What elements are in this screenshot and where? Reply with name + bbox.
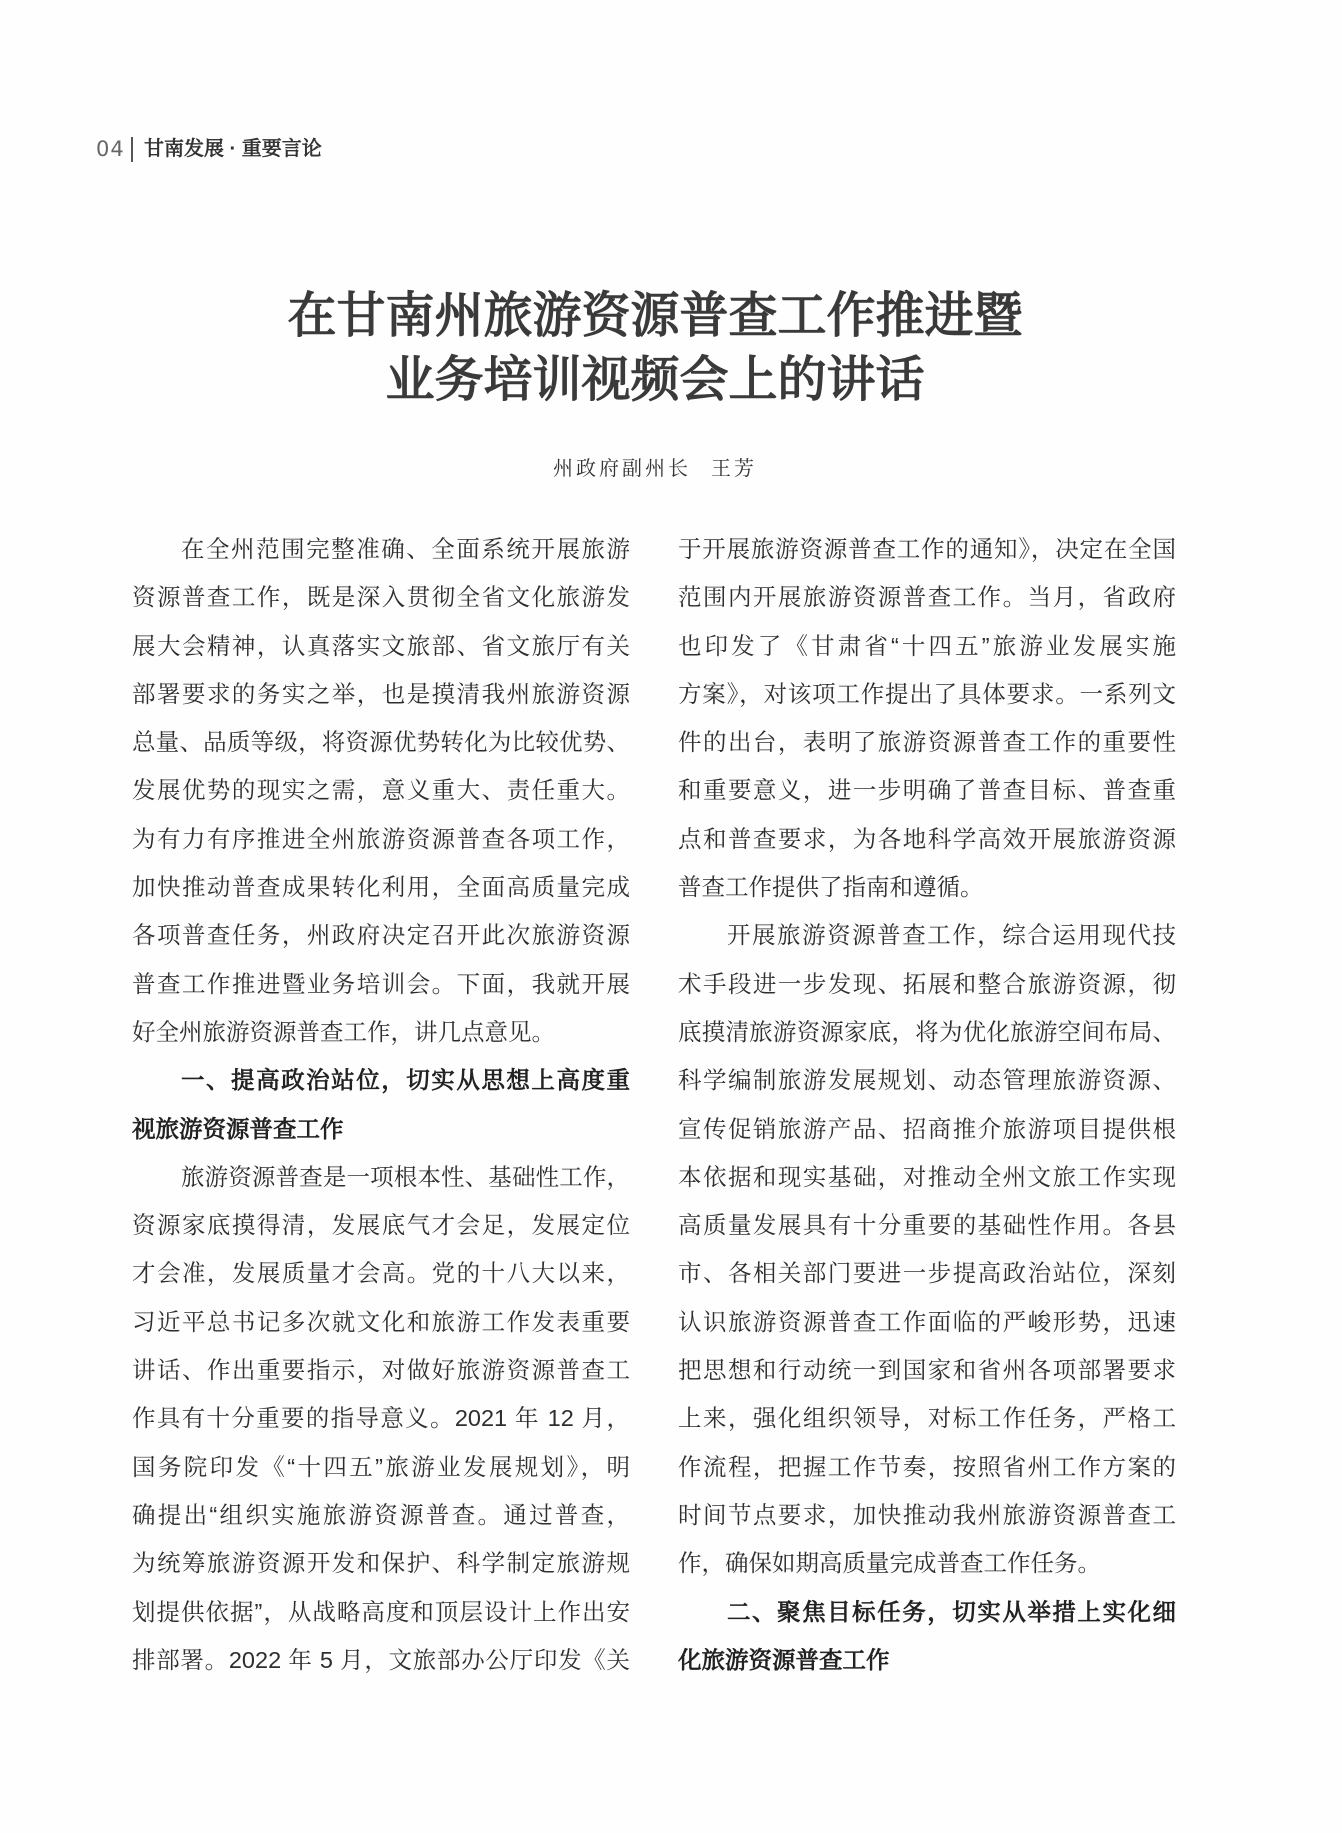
paragraph-line: 发展优势的现实之需，意义重大、责任重大。	[132, 777, 630, 804]
paragraph-line: 资源普查工作，既是深入贯彻全省文化旅游发	[132, 584, 630, 611]
text-column-right	[678, 525, 1176, 1684]
paragraph-line: 普查工作提供了指南和遵循。	[678, 874, 984, 901]
section-name: 甘南发展 · 重要言论	[144, 138, 322, 160]
author-name: 王芳	[711, 456, 757, 480]
paragraph-line: 也印发了《甘肃省“十四五”旅游业发展实施	[678, 632, 1176, 659]
body-paragraph	[132, 1153, 630, 1684]
title-line: 在甘南州旅游资源普查工作推进暨	[287, 286, 1023, 344]
paragraph-line: 划提供依据”，从战略高度和顶层设计上作出安	[132, 1598, 630, 1625]
running-header	[0, 0, 1342, 200]
paragraph-line: 才会准，发展质量才会高。党的十八大以来，	[132, 1260, 630, 1287]
paragraph-line: 科学编制旅游发展规划、动态管理旅游资源、	[678, 1067, 1176, 1094]
author-position: 州政府副州长	[553, 456, 691, 480]
paragraph-line: 为有力有序推进全州旅游资源普查各项工作，	[132, 825, 630, 852]
section-heading	[132, 1056, 630, 1153]
title-line: 业务培训视频会上的讲话	[385, 350, 925, 408]
header-divider	[131, 137, 133, 162]
paragraph-line: 点和普查要求，为各地科学高效开展旅游资源	[678, 825, 1176, 852]
paragraph-line: 在全州范围完整准确、全面系统开展旅游	[181, 536, 630, 562]
paragraph-line: 术手段进一步发现、拓展和整合旅游资源，彻	[678, 970, 1176, 997]
paragraph-line: 加快推动普查成果转化利用，全面高质量完成	[132, 874, 630, 901]
paragraph-line: 旅游资源普查是一项根本性、基础性工作，	[181, 1163, 630, 1190]
body-paragraph	[678, 911, 1176, 1587]
paragraph-line: 总量、品质等级，将资源优势转化为比较优势、	[132, 729, 630, 756]
body-paragraph	[678, 525, 1176, 911]
paragraph-line: 普查工作推进暨业务培训会。下面，我就开展	[132, 970, 630, 997]
paragraph-line: 作具有十分重要的指导意义。2021 年 12 月，	[132, 1405, 630, 1432]
paragraph-line: 作，确保如期高质量完成普查工作任务。	[678, 1550, 1101, 1577]
paragraph-line: 资源家底摸得清，发展底气才会足，发展定位	[132, 1212, 630, 1239]
section-heading	[678, 1588, 1176, 1685]
paragraph-line: 认识旅游资源普查工作面临的严峻形势，迅速	[678, 1308, 1176, 1335]
paragraph-line: 确提出“组织实施旅游资源普查。通过普查，	[132, 1501, 630, 1528]
paragraph-line: 展大会精神，认真落实文旅部、省文旅厅有关	[132, 632, 630, 659]
paragraph-line: 作流程，把握工作节奏，按照省州工作方案的	[678, 1453, 1176, 1480]
page-number: 04	[96, 137, 125, 161]
article-title	[132, 283, 1178, 411]
paragraph-line: 市、各相关部门要进一步提高政治站位，深刻	[678, 1260, 1176, 1287]
paragraph-line: 于开展旅游资源普查工作的通知》，决定在全国	[678, 536, 1176, 562]
text-column-left	[132, 525, 630, 1684]
paragraph-line: 高质量发展具有十分重要的基础性作用。各县	[678, 1212, 1176, 1239]
heading-line: 视旅游资源普查工作	[132, 1115, 344, 1142]
byline	[132, 453, 1178, 483]
heading-line: 二、聚焦目标任务，切实从举措上实化细	[727, 1598, 1176, 1625]
paragraph-line: 习近平总书记多次就文化和旅游工作发表重要	[132, 1308, 630, 1335]
paragraph-line: 排部署。2022 年 5 月，文旅部办公厅印发《关	[132, 1646, 630, 1673]
paragraph-line: 为统筹旅游资源开发和保护、科学制定旅游规	[132, 1550, 630, 1577]
paragraph-line: 讲话、作出重要指示，对做好旅游资源普查工	[132, 1357, 630, 1384]
heading-line: 化旅游资源普查工作	[678, 1646, 890, 1673]
paragraph-line: 和重要意义，进一步明确了普查目标、普查重	[678, 777, 1176, 804]
paragraph-line: 部署要求的务实之举，也是摸清我州旅游资源	[132, 680, 630, 707]
paragraph-line: 本依据和现实基础，对推动全州文旅工作实现	[678, 1163, 1176, 1190]
body-paragraph	[132, 525, 630, 1056]
paragraph-line: 范围内开展旅游资源普查工作。当月，省政府	[678, 584, 1176, 611]
paragraph-line: 宣传促销旅游产品、招商推介旅游项目提供根	[678, 1115, 1176, 1142]
heading-line: 一、提高政治站位，切实从思想上高度重	[181, 1067, 630, 1094]
paragraph-line: 件的出台，表明了旅游资源普查工作的重要性	[678, 729, 1176, 756]
paragraph-line: 底摸清旅游资源家底，将为优化旅游空间布局、	[678, 1018, 1176, 1045]
paragraph-line: 国务院印发《“十四五”旅游业发展规划》，明	[132, 1453, 630, 1480]
paragraph-line: 方案》，对该项工作提出了具体要求。一系列文	[678, 680, 1176, 707]
paragraph-line: 开展旅游资源普查工作，综合运用现代技	[727, 922, 1176, 949]
paragraph-line: 上来，强化组织领导，对标工作任务，严格工	[678, 1405, 1176, 1432]
paragraph-line: 好全州旅游资源普查工作，讲几点意见。	[132, 1018, 555, 1045]
paragraph-line: 各项普查任务，州政府决定召开此次旅游资源	[132, 922, 630, 949]
paragraph-line: 时间节点要求，加快推动我州旅游资源普查工	[678, 1501, 1176, 1528]
paragraph-line: 把思想和行动统一到国家和省州各项部署要求	[678, 1357, 1176, 1384]
